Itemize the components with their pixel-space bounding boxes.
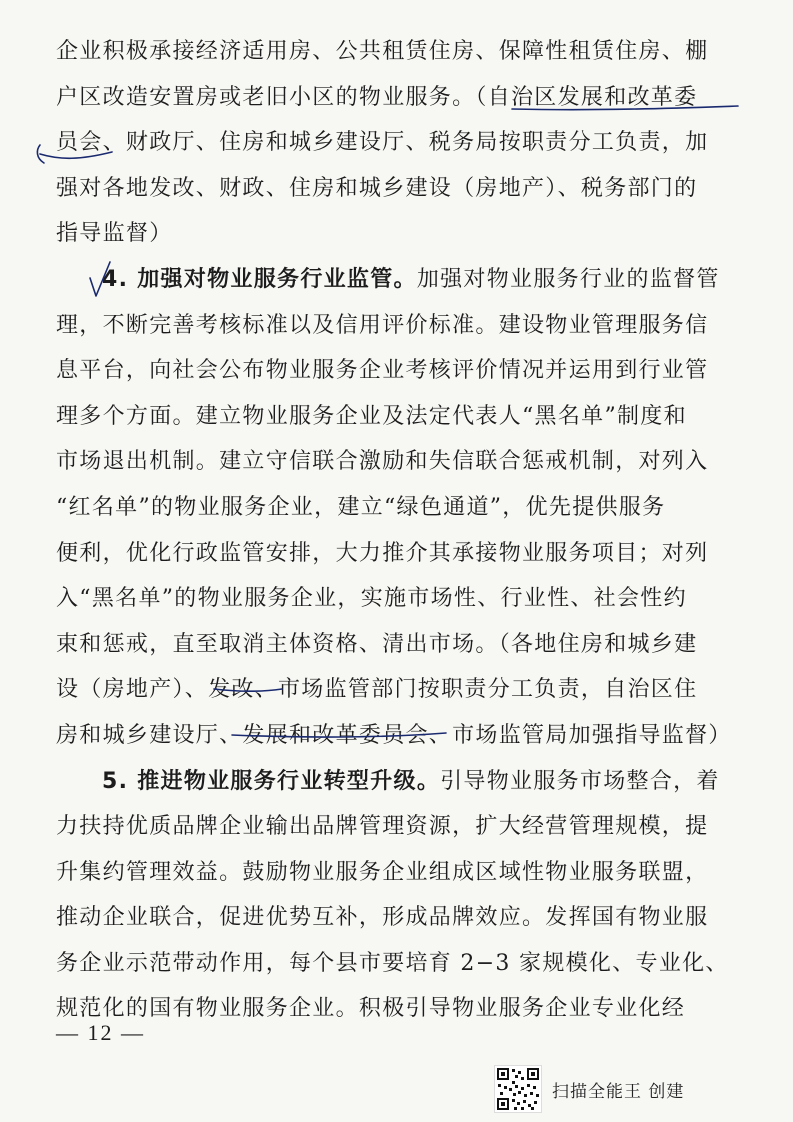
section-5-first-line xyxy=(56,759,756,805)
text-line: 务企业示范带动作用，每个县市要培育 2−3 家规模化、专业化、 xyxy=(56,950,729,976)
text-line: 房和城乡建设厅、发展和改革委员会、市场监管局加强指导监督） xyxy=(56,722,732,748)
text-span: 加强对物业服务行业的监督管 xyxy=(416,266,720,292)
scanner-label: 扫描全能王 创建 xyxy=(552,1081,685,1102)
text-span: 引导物业服务市场整合，着 xyxy=(440,768,720,794)
text-line: 指导监督） xyxy=(56,221,173,247)
text-line: 推动企业联合，促进优势互补，形成品牌效应。发挥国有物业服 xyxy=(56,905,709,931)
page-number: — 12 — xyxy=(56,1020,145,1045)
document-body xyxy=(56,29,756,1032)
qr-code-icon xyxy=(494,1065,542,1113)
text-line: 便利，优化行政监管安排，大力推介其承接物业服务项目；对列 xyxy=(56,540,709,566)
pen-bracket xyxy=(37,145,44,163)
text-line: 理多个方面。建立物业服务企业及法定代表人“黑名单”制度和 xyxy=(56,403,687,429)
text-line: 设（房地产）、发改、市场监管部门按职责分工负责，自治区住 xyxy=(56,677,698,703)
text-line: 入“黑名单”的物业服务企业，实施市场性、行业性、社会性约 xyxy=(56,586,687,612)
section-4-heading: 4. 加强对物业服务行业监管。 xyxy=(102,266,417,292)
text-line: 员会、财政厅、住房和城乡建设厅、税务局按职责分工负责，加 xyxy=(56,130,709,156)
section-5-heading: 5. 推进物业服务行业转型升级。 xyxy=(102,768,441,794)
text-line: 户区改造安置房或老旧小区的物业服务。（自治区发展和改革委 xyxy=(56,84,698,110)
text-line: 力扶持优质品牌企业输出品牌管理资源，扩大经营管理规模，提 xyxy=(56,814,709,840)
text-line: 升集约管理效益。鼓励物业服务企业组成区域性物业服务联盟， xyxy=(56,859,709,885)
text-line: “红名单”的物业服务企业，建立“绿色通道”，优先提供服务 xyxy=(56,494,666,520)
text-line: 强对各地发改、财政、住房和城乡建设（房地产）、税务部门的 xyxy=(56,175,698,201)
text-line: 规范化的国有物业服务企业。积极引导物业服务企业专业化经 xyxy=(56,996,686,1022)
text-line: 企业积极承接经济适用房、公共租赁住房、保障性租赁住房、棚 xyxy=(56,39,709,64)
text-line: 束和惩戒，直至取消主体资格、清出市场。（各地住房和城乡建 xyxy=(56,631,698,657)
scanner-watermark xyxy=(494,1065,684,1113)
text-line: 息平台，向社会公布物业服务企业考核评价情况并运用到行业管 xyxy=(56,358,709,384)
section-4-first-line xyxy=(56,257,756,303)
text-line: 市场退出机制。建立守信联合激励和失信联合惩戒机制，对列入 xyxy=(56,449,709,475)
text-line: 理，不断完善考核标准以及信用评价标准。建设物业管理服务信 xyxy=(56,312,709,338)
